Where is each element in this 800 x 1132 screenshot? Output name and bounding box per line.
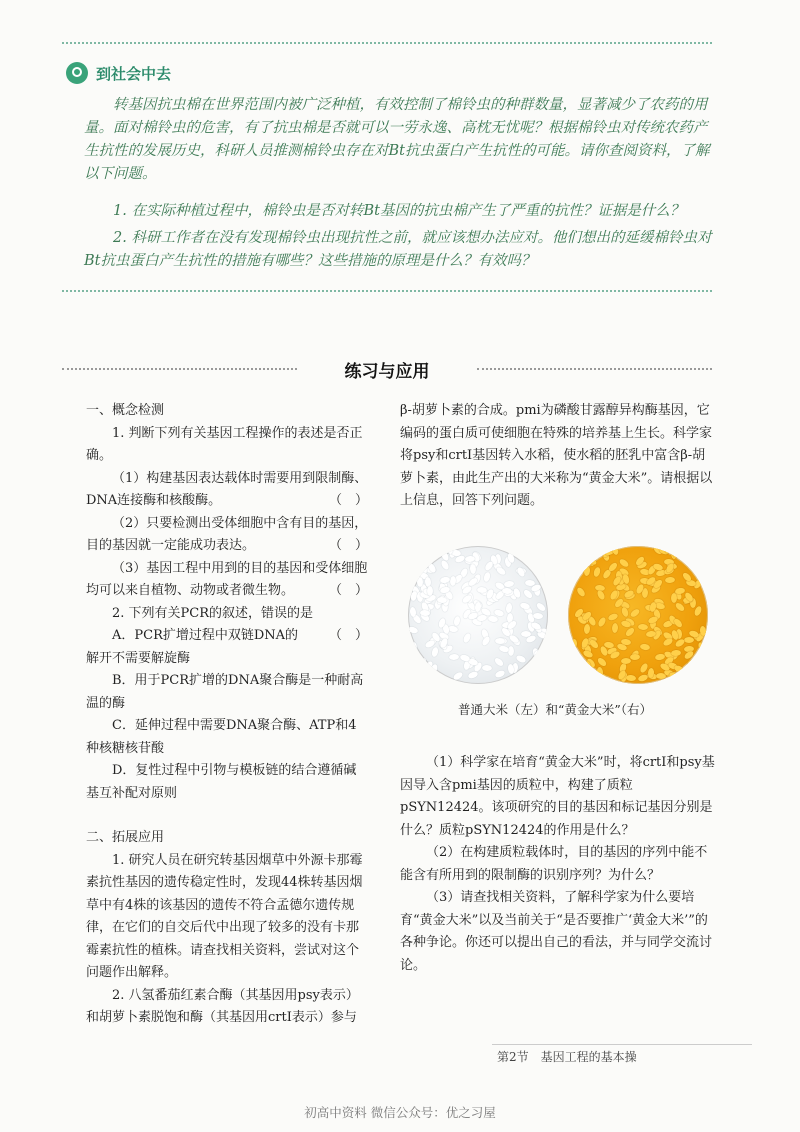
- rice-grain: [596, 589, 606, 601]
- rice-grain: [449, 653, 459, 660]
- rice-grain: [431, 647, 439, 658]
- rice-grain: [573, 652, 584, 664]
- rice-grain: [450, 575, 457, 585]
- rice-grain: [578, 669, 585, 680]
- rice-grain: [535, 601, 546, 612]
- globe-icon: [66, 62, 88, 84]
- rice-grain: [576, 586, 587, 598]
- rice-grain: [673, 617, 684, 628]
- rice-grain: [608, 612, 620, 621]
- rice-grain: [494, 669, 506, 678]
- rice-grain: [592, 567, 601, 578]
- rice-grain: [624, 627, 635, 638]
- exercise-header: [62, 355, 712, 383]
- society-question-2: 2. 科研工作者在没有发现棉铃虫出现抗性之前，就应该想办法应对。他们想出的延缓棉铃虫对Bt抗虫蛋白产生抗性的措施有哪些？这些措施的原理是什么？有效吗？: [84, 230, 712, 269]
- rice-grain: [526, 557, 535, 568]
- footer-fade: [647, 1048, 737, 1066]
- rice-grain: [440, 576, 451, 584]
- rice-grain: [621, 658, 631, 664]
- option-c: C．延伸过程中需要DNA聚合酶、ATP和4种核糖核苷酸: [86, 718, 357, 756]
- rice-grain: [618, 557, 630, 568]
- rice-grain: [440, 559, 450, 571]
- golden-rice-image: [568, 546, 708, 684]
- rice-grain: [503, 580, 514, 587]
- rice-grain: [462, 632, 472, 644]
- rice-grain: [408, 625, 419, 634]
- extension-question-2-3: （3）请查找相关资料，了解科学家为什么要培育“黄金大米”以及当前关于“是否要推广‘黄金大米’”的各种争论。你还可以提出自己的看法，并与同学交流讨论。: [400, 890, 713, 973]
- question-1-3: （3）基因工程中用到的目的基因和受体细胞均可以来自植物、动物或者微生物。 （ ）: [86, 558, 368, 603]
- rice-grain: [524, 666, 533, 678]
- exercise-title: 练习与应用: [344, 362, 430, 382]
- rice-grain: [697, 641, 707, 653]
- rice-grain: [684, 637, 694, 643]
- rice-grain: [476, 587, 486, 594]
- rice-grain: [584, 565, 591, 576]
- rice-grain: [494, 637, 504, 643]
- left-column: [86, 400, 368, 1030]
- rice-image-caption: 普通大米（左）和“黄金大米”（右）: [457, 702, 653, 717]
- option-a: A．PCR扩增过程中双链DNA的解开不需要解旋酶: [86, 628, 299, 666]
- rice-grain: [597, 616, 607, 628]
- extension-question-2-start: 2. 八氢番茄红素合酶（其基因用psy表示）和胡萝卜素脱饱和酶（其基因用crtI表示）参与: [86, 987, 359, 1025]
- rice-grain: [571, 638, 578, 648]
- section-extension: 二、拓展应用: [86, 830, 165, 845]
- rice-grain: [495, 566, 507, 577]
- extension-question-2-cont: β-胡萝卜素的合成。pmi为磷酸甘露醇异构酶基因，它编码的蛋白质可使细胞在特殊的培养基上生长。科学家将psy和crtI基因转入水稻，使水稻的胚乳中富含β-胡萝卜素，由此生产出的大米称为“黄金大米”。请根据以上信息，回答下列问题。: [400, 403, 713, 508]
- rice-grain: [637, 674, 648, 683]
- rice-grain: [437, 596, 447, 603]
- question-2: 2. 下列有关PCR的叙述，错误的是 （ ）: [86, 603, 368, 626]
- rice-grain: [411, 646, 419, 657]
- rice-grain: [662, 637, 674, 647]
- question-1: 1. 判断下列有关基因工程操作的表述是否正确。: [86, 425, 363, 463]
- extension-question-2-1: （1）科学家在培育“黄金大米”时，将crtI和psy基因导入含pmi基因的质粒中，构建了质粒pSYN12424。该项研究的目的基因和标记基因分别是什么？质粒pSYN12424的作用是什么？: [400, 755, 715, 838]
- society-header: [66, 62, 246, 88]
- right-column-bottom: [400, 752, 718, 977]
- rice-grain: [502, 587, 512, 594]
- rice-grain: [611, 623, 618, 633]
- right-column-top: [400, 400, 718, 513]
- extension-question-2-2: （2）在构建质粒载体时，目的基因的序列中能不能含有所用到的限制酶的识别序列？为什么？: [400, 845, 708, 883]
- rice-grain: [515, 654, 527, 664]
- rice-grain: [477, 614, 488, 622]
- option-b: B．用于PCR扩增的DNA聚合酶是一种耐高温的酶: [86, 673, 364, 711]
- page-footer: [497, 1048, 737, 1066]
- rice-grain: [499, 644, 510, 652]
- society-bottom-divider: [62, 290, 712, 292]
- rice-grain: [596, 656, 607, 667]
- question-1-2: （2）只要检测出受体细胞中含有目的基因，目的基因就一定能成功表达。 （ ）: [86, 513, 368, 558]
- rice-grain: [654, 653, 665, 661]
- section-concept-check: 一、概念检测: [86, 403, 165, 418]
- rice-grain: [671, 649, 681, 656]
- rice-grain: [470, 564, 477, 574]
- rice-grain: [630, 608, 642, 619]
- answer-blank: （ ）: [328, 628, 368, 643]
- footer-rule: [492, 1044, 752, 1045]
- rice-grain: [638, 623, 648, 630]
- rice-grain: [448, 625, 459, 633]
- rice-grain: [487, 615, 498, 622]
- ordinary-rice-image: [408, 546, 548, 684]
- answer-blank: （ ）: [328, 538, 368, 553]
- society-title: 到社会中去: [96, 65, 172, 83]
- watermark-text: 初高中资料 微信公众号：优之习屋: [304, 1105, 496, 1120]
- rice-grain: [483, 571, 491, 582]
- rice-grain: [694, 605, 704, 617]
- society-paragraph-1: 转基因抗虫棉在世界范围内被广泛种植，有效控制了棉铃虫的种群数量，显著减少了农药的用量。面对棉铃虫的危害，有了抗虫棉是否就可以一劳永逸、高枕无忧呢？根据棉铃虫对传统农药产生抗性的发展历史，科研人员推测棉铃虫存在对Bt抗虫蛋白产生抗性的可能。请你查阅资料，了解以下问题。: [84, 97, 710, 182]
- footer-section-title: 第2节 基因工程的基本操: [497, 1050, 637, 1064]
- rice-grain: [493, 656, 504, 667]
- rice-grain: [686, 668, 694, 679]
- rice-grain: [521, 631, 531, 637]
- answer-blank: （ ）: [328, 493, 368, 508]
- rice-grain: [688, 546, 699, 553]
- rice-grain: [630, 654, 640, 660]
- rice-grain: [582, 649, 594, 658]
- answer-blank: （ ）: [328, 583, 368, 598]
- option-d: D．复性过程中引物与模板链的结合遵循碱基互补配对原则: [86, 763, 357, 801]
- rice-grain: [452, 671, 464, 682]
- question-1-1: （1）构建基因表达载体时需要用到限制酶、DNA连接酶和核酸酶。 （ ）: [86, 468, 368, 513]
- rice-grain: [639, 643, 650, 650]
- rice-grain: [699, 625, 706, 636]
- extension-question-1: 1. 研究人员在研究转基因烟草中外源卡那霉素抗性基因的遗传稳定性时，发现44株转基因烟草中有4株的该基因的遗传不符合孟德尔遗传规律，在它们的自交后代中出现了较多的没有卡那霉素抗性的植株。请查找相关资料，尝试对这个问题作出解释。: [86, 852, 363, 980]
- top-dotted-divider: [62, 42, 712, 44]
- rice-grain: [671, 593, 677, 603]
- rice-grain: [626, 674, 637, 681]
- rice-grain: [584, 624, 591, 635]
- exercise-header-right-line: [477, 368, 712, 370]
- rice-grain: [482, 665, 492, 672]
- rice-grain: [467, 670, 478, 679]
- society-question-1: 1. 在实际种植过程中，棉铃虫是否对转Bt基因的抗虫棉产生了严重的抗性？证据是什么？: [113, 203, 685, 219]
- rice-grain: [665, 577, 675, 584]
